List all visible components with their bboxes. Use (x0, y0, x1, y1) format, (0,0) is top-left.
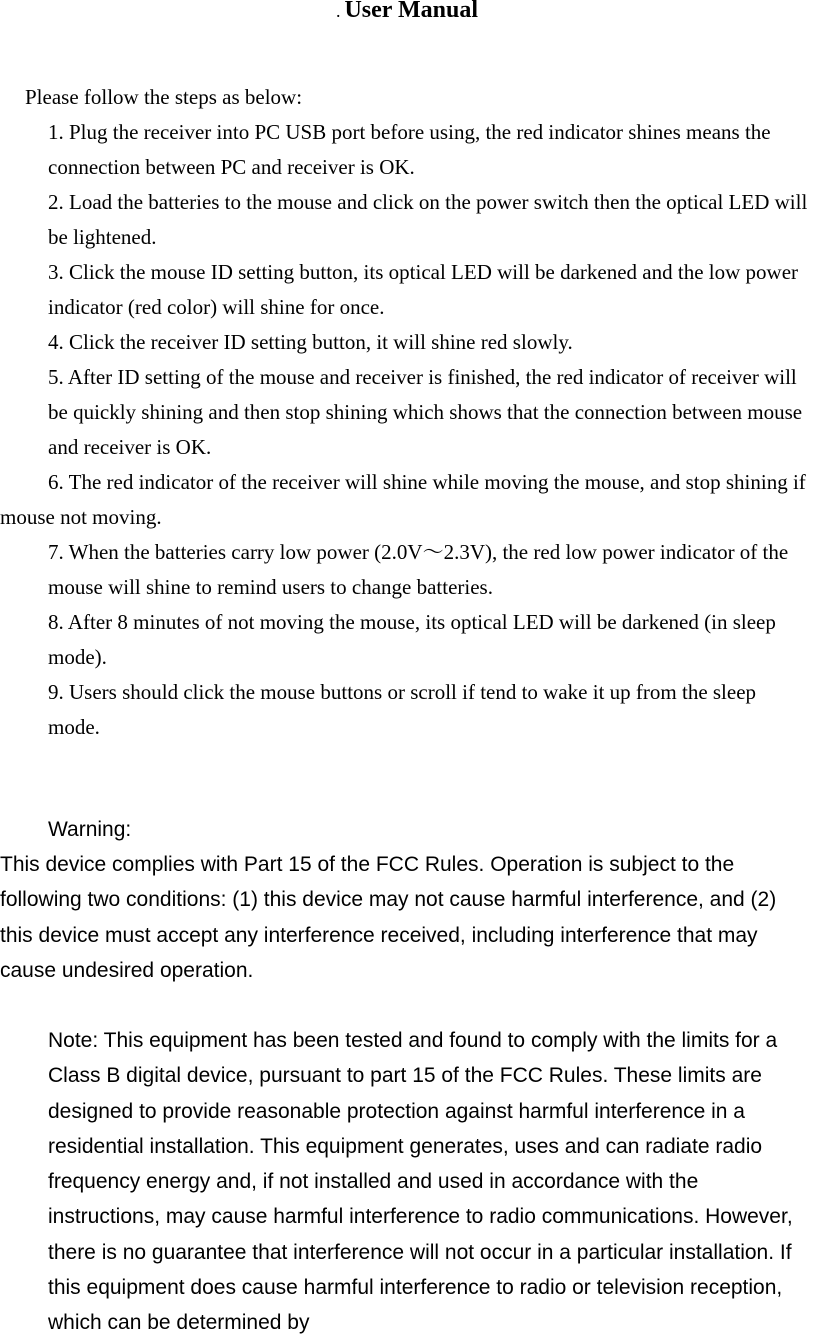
step-1: 1. Plug the receiver into PC USB port before using, the red indicator shines means the connection between PC and receiver is OK. (48, 120, 771, 179)
step-3: 3. Click the mouse ID setting button, its optical LED will be darkened and the low power indicator (red color) will shine for once. (48, 260, 799, 319)
title-prefix: . (335, 1, 341, 21)
fcc-note-text: Note: This equipment has been tested and found to comply with the limits for a Class B digital device, pursuant to part 15 of the FCC Rules. These limits are designed to provide reasonable protection against harmful interference in a residential installation. This equipment generates, uses and can radiate radio frequency energy and, if not installed and used in accordance with the instructions, may cause harmful interference to radio communications. However, there is no guarantee that interference will not occur in a particular installation. If this equipment does cause harmful interference to radio or television reception, which can be determined by (48, 1029, 793, 1335)
step-5: 5. After ID setting of the mouse and receiver is finished, the red indicator of receiver will be quickly shining and then stop shining which shows that the connection between mouse and receiver is OK. (48, 365, 803, 459)
page-title: User Manual (344, 0, 479, 23)
fcc-warning-text: This device complies with Part 15 of the FCC Rules. Operation is subject to the following two conditions: (1) this device may not cause harmful interference, and (2) this device must accept any interference received, including interference that may cause undesired operation. (0, 853, 777, 982)
step-8: 8. After 8 minutes of not moving the mouse, its optical LED will be darkened (in sleep mode). (48, 610, 776, 669)
step-7: 7. When the batteries carry low power (2.0V～2.3V), the red low power indicator of the mouse will shine to remind users to change batteries. (48, 540, 789, 599)
intro-text: Please follow the steps as below: (25, 85, 303, 109)
document-title-block (0, 0, 814, 27)
step-9: 9. Users should click the mouse buttons or scroll if tend to wake it up from the sleep mode. (48, 680, 757, 739)
step-6: 6. The red indicator of the receiver will shine while moving the mouse, and stop shining if mouse not moving. (0, 470, 806, 529)
warning-heading: Warning: (48, 818, 132, 841)
steps-list (0, 115, 814, 745)
step-2: 2. Load the batteries to the mouse and click on the power switch then the optical LED will be lightened. (48, 190, 808, 249)
step-4: 4. Click the receiver ID setting button, it will shine red slowly. (48, 330, 573, 354)
